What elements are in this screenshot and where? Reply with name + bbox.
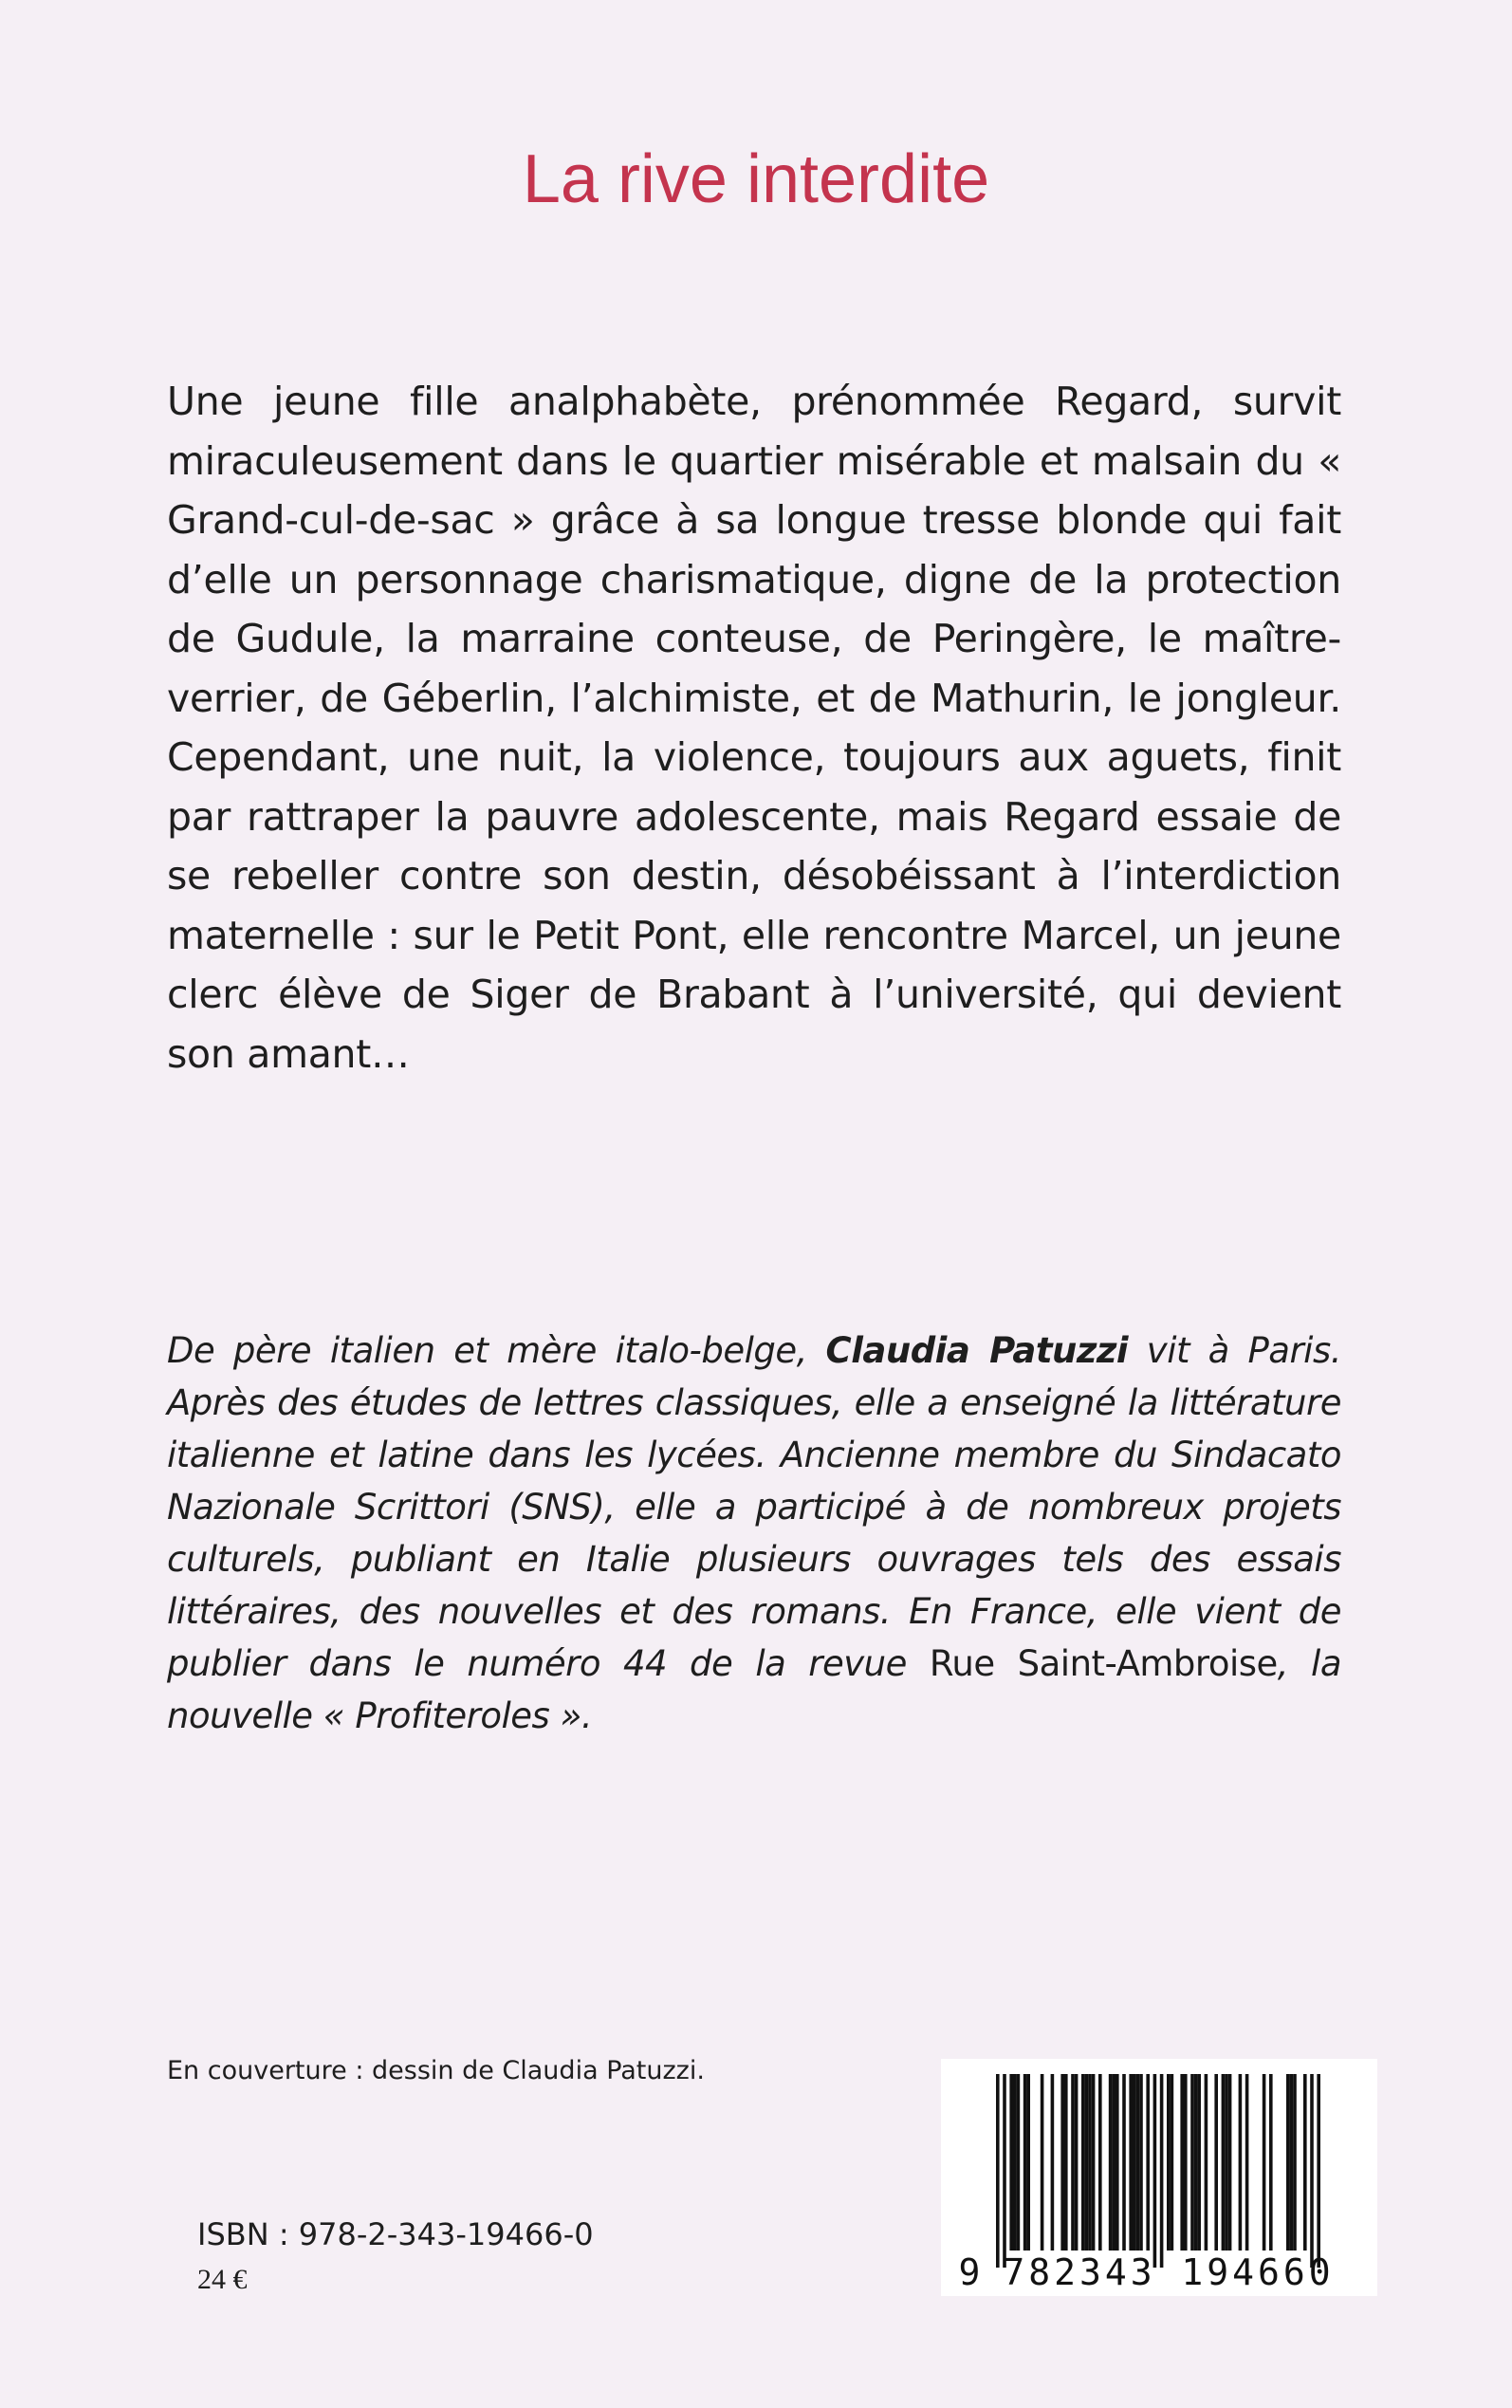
barcode-bar — [1017, 2074, 1021, 2251]
barcode-bar — [1023, 2074, 1027, 2251]
barcode-bar — [1026, 2074, 1030, 2251]
barcode-bar — [1075, 2074, 1079, 2251]
barcode-bar — [1290, 2074, 1294, 2251]
barcode-bar — [1085, 2074, 1089, 2251]
barcode-bar — [1194, 2074, 1198, 2251]
barcode-bar — [1051, 2074, 1055, 2251]
barcode-bar — [1222, 2074, 1226, 2251]
price: 24 € — [197, 2264, 248, 2295]
barcode-bar — [1239, 2074, 1243, 2251]
barcode-bar — [1088, 2074, 1092, 2251]
barcode-right-digits: 194660 — [1181, 2251, 1335, 2293]
barcode-bar — [1228, 2074, 1232, 2251]
barcode-bar — [1269, 2074, 1273, 2251]
barcode-bar — [1133, 2074, 1136, 2251]
barcode-bar — [1153, 2074, 1157, 2268]
cover-credit: En couverture : dessin de Claudia Patuzzi. — [167, 2056, 705, 2085]
barcode-bar — [1160, 2074, 1164, 2268]
barcode-bar — [1041, 2074, 1044, 2251]
barcode-bar — [1167, 2074, 1171, 2251]
barcode-bar — [1214, 2074, 1218, 2251]
barcode-bar — [1136, 2074, 1140, 2251]
barcode-bar — [1064, 2074, 1068, 2251]
barcode-bar — [1146, 2074, 1150, 2251]
barcode-bar — [996, 2074, 1000, 2268]
barcode — [941, 2059, 1377, 2296]
barcode-bar — [1098, 2074, 1102, 2251]
barcode-bar — [1129, 2074, 1133, 2251]
barcode-bar — [1293, 2074, 1297, 2251]
barcode-bar — [1286, 2074, 1290, 2251]
barcode-bar — [1013, 2074, 1017, 2251]
barcode-bar — [1180, 2074, 1184, 2251]
bio-end: , la nouvelle « Profiteroles ». — [167, 1643, 1342, 1736]
author-bio — [167, 1324, 1341, 1742]
barcode-bar — [1225, 2074, 1228, 2251]
barcode-bar — [1003, 2074, 1006, 2268]
barcode-left-digits: 782343 — [1003, 2251, 1156, 2293]
barcode-bar — [1112, 2074, 1116, 2251]
revue-name: Rue Saint-Ambroise — [929, 1643, 1278, 1684]
book-title: La rive interdite — [522, 141, 990, 217]
author-name: Claudia Patuzzi — [825, 1330, 1129, 1371]
barcode-bar — [1116, 2074, 1119, 2251]
barcode-bar — [1009, 2074, 1013, 2251]
barcode-bar — [1263, 2074, 1266, 2251]
barcode-bar — [1109, 2074, 1113, 2251]
barcode-bar — [1197, 2074, 1201, 2251]
barcode-bar — [1303, 2074, 1307, 2251]
barcode-bar — [1310, 2074, 1314, 2268]
barcode-bar — [1081, 2074, 1085, 2251]
barcode-bar — [1171, 2074, 1174, 2251]
barcode-bar — [1245, 2074, 1249, 2251]
bio-intro: De père italien et mère italo-belge, — [167, 1330, 826, 1371]
barcode-bar — [1071, 2074, 1075, 2251]
barcode-bar — [1184, 2074, 1188, 2251]
barcode-bar — [1190, 2074, 1194, 2251]
barcode-graphic — [941, 2059, 1377, 2296]
barcode-bar — [1122, 2074, 1126, 2251]
book-summary: Une jeune fille analphabète, prénommée Regard, survit miraculeusement dans le quartier misérable et malsain du « Grand-cul-de-sac » grâce à sa longue tresse blonde qui fait d’elle un personnage charismatique, digne de la protection de Gudule, la marraine conteuse, de Peringère, le maître-verrier, de Géberlin, l’alchimiste, et de Mathurin, le jongleur. Cependant, une nuit, la violence, toujours aux aguets, finit par rattraper la pauvre adolescente, mais Regard essaie de se rebeller contre son destin, désobéissant à l’interdiction maternelle : sur le Petit Pont, elle rencontre Marcel, un jeune clerc élève de Siger de Brabant à l’université, qui devient son amant… — [167, 379, 1341, 1077]
barcode-bar — [1317, 2074, 1320, 2268]
barcode-bar — [1139, 2074, 1143, 2251]
barcode-bar — [1092, 2074, 1096, 2251]
barcode-bar — [1060, 2074, 1064, 2251]
barcode-bar — [1205, 2074, 1208, 2251]
isbn-number: ISBN : 978-2-343-19466-0 — [197, 2216, 594, 2252]
bio-body: vit à Paris. Après des études de lettres classiques, elle a enseigné la littérature italienne et latine dans les lycées. Ancienne membre du Sindacato Nazionale Scrittori (SNS), elle a participé à de nombreux projets culturels, publiant en Italie plusieurs ouvrages tels des essais littéraires, des nouvelles et des romans. En France, elle vient de publier dans le numéro 44 de la revue — [167, 1330, 1341, 1684]
barcode-first-digit: 9 — [958, 2251, 981, 2293]
